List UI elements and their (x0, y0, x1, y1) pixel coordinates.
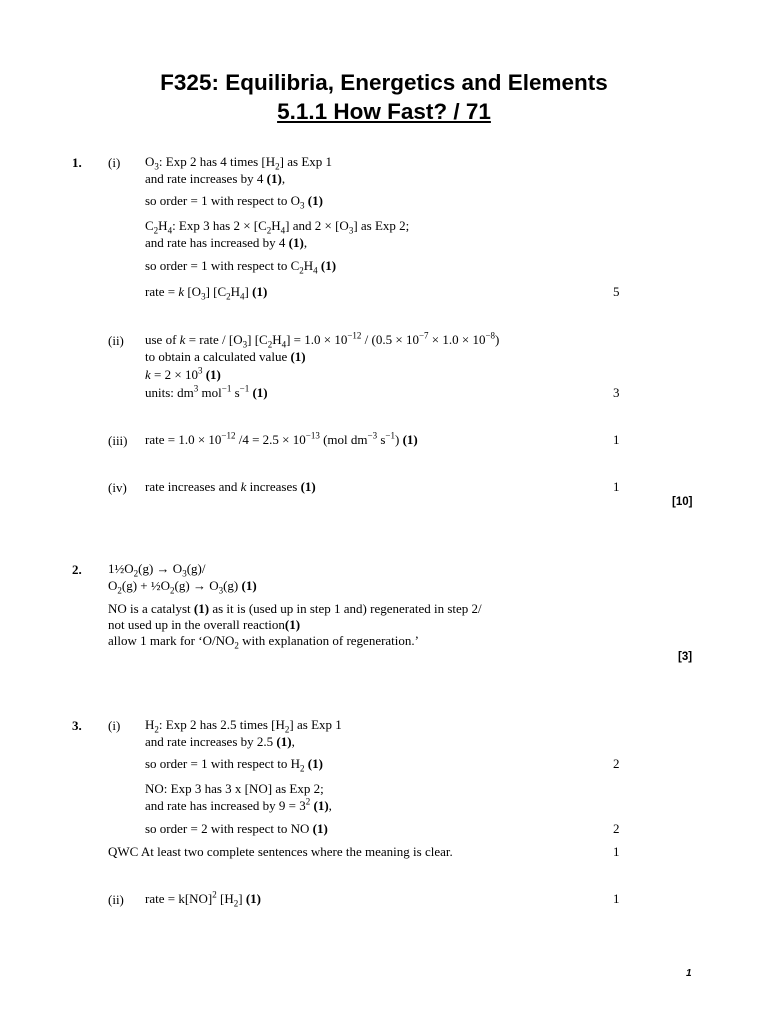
page-number: 1 (686, 968, 692, 979)
q2-line-4: not used up in the overall reaction(1) (108, 617, 301, 632)
q3i-marks-a: 2 (613, 756, 620, 771)
q1i-line-4: $C_2H_4$: Exp 3 has $2 \times [C_2H_4]$ and $2 \times [O_3]$ as Exp 2; (145, 218, 410, 236)
q3i-line-6: so order = 2 with respect to NO (1) (145, 821, 328, 836)
q1i-line-2: and rate increases by 4 (1), (145, 171, 286, 186)
q1i-marks: 5 (613, 284, 620, 299)
q3ii-line: rate = k[NO]$^2$ $[H_2]$ (1) (145, 889, 261, 909)
q1i-line-6: so order = 1 with respect to $C_2H_4$ (1) (145, 258, 337, 276)
q3-part-ii-label: (ii) (108, 892, 124, 907)
q1iv-marks: 1 (613, 479, 620, 494)
q2-line-3: NO is a catalyst (1) as it is (used up in step 1 and) regenerated in step 2/ (108, 601, 482, 616)
q1i-line-5: and rate has increased by 4 (1), (145, 235, 308, 250)
q1iii-line: rate = $1.0 \times 10^{-12}$ $/4 = 2.5 \times 10^{-13}$ (mol $dm^{-3}$ $s^{-1}$) (1) (145, 430, 418, 447)
q3i-line-3: so order = 1 with respect to $H_2$ (1) (145, 756, 323, 774)
question-number-2: 2. (72, 562, 82, 577)
q3i-line-5: and rate has increased by $9 = 3^2$ (1), (145, 796, 332, 813)
q1ii-line-3: $k = 2 \times 10^3$ (1) (145, 365, 221, 382)
q1-part-iv-label: (iv) (108, 480, 127, 495)
q2-line-1: $1\frac{1}{2}O_2(g) \to O_3(g)/$ (108, 561, 206, 579)
q3i-line-2: and rate increases by 2.5 (1), (145, 734, 295, 749)
q1iv-line: rate increases and k increases (1) (145, 479, 316, 494)
q1i-line-1: $O_3$: Exp 2 has 4 times $[H_2]$ as Exp 1 (145, 154, 333, 172)
q1ii-marks: 3 (613, 385, 620, 400)
page-subtitle: 5.1.1 How Fast? / 71 (277, 99, 491, 124)
q3i-qwc: QWC At least two complete sentences where the meaning is clear. (108, 844, 453, 859)
q3i-marks-b: 2 (613, 821, 620, 836)
q1i-line-3: so order = 1 with respect to $O_3$ (1) (145, 193, 323, 211)
q2-line-2: $O_2(g)$ + $\frac{1}{2}O_2(g) \to O_3(g)$ (1) (108, 578, 257, 596)
q1-part-iii-label: (iii) (108, 433, 128, 448)
q1ii-line-4: units: $dm^3$ mol$^{-1}$ $s^{-1}$ (1) (145, 383, 268, 400)
q1ii-line-1: use of k = rate / $[O_3] [C_2H_4] = 1.0 \times 10^{-12} / (0.5 \times 10^{-7} \times 1.0 \times 10^{-8})$ (145, 330, 500, 350)
q1-part-ii-label: (ii) (108, 333, 124, 348)
q1iii-marks: 1 (613, 432, 620, 447)
q1-total: [10] (672, 496, 693, 508)
q1-part-i-label: (i) (108, 155, 121, 170)
question-number-3: 3. (72, 718, 82, 733)
page-title: F325: Equilibria, Energetics and Elements (160, 70, 608, 95)
q1ii-line-2: to obtain a calculated value (1) (145, 349, 306, 364)
q2-total: [3] (678, 651, 693, 663)
q3ii-marks: 1 (613, 891, 620, 906)
q3i-qwc-marks: 1 (613, 844, 620, 859)
q2-line-5: allow 1 mark for ‘$O/NO_2$ with explanation of regeneration.’ (108, 633, 419, 651)
q3i-line-1: $H_2$: Exp 2 has 2.5 times $[H_2]$ as Exp 1 (145, 717, 342, 735)
q3i-line-4: NO: Exp 3 has 3 x [NO] as Exp 2; (145, 781, 324, 796)
question-number-1: 1. (72, 155, 82, 170)
q1i-rate-equation: rate = k $[O_3]$ $[C_2H_4]$ (1) (145, 284, 268, 302)
q3-part-i-label: (i) (108, 718, 121, 733)
